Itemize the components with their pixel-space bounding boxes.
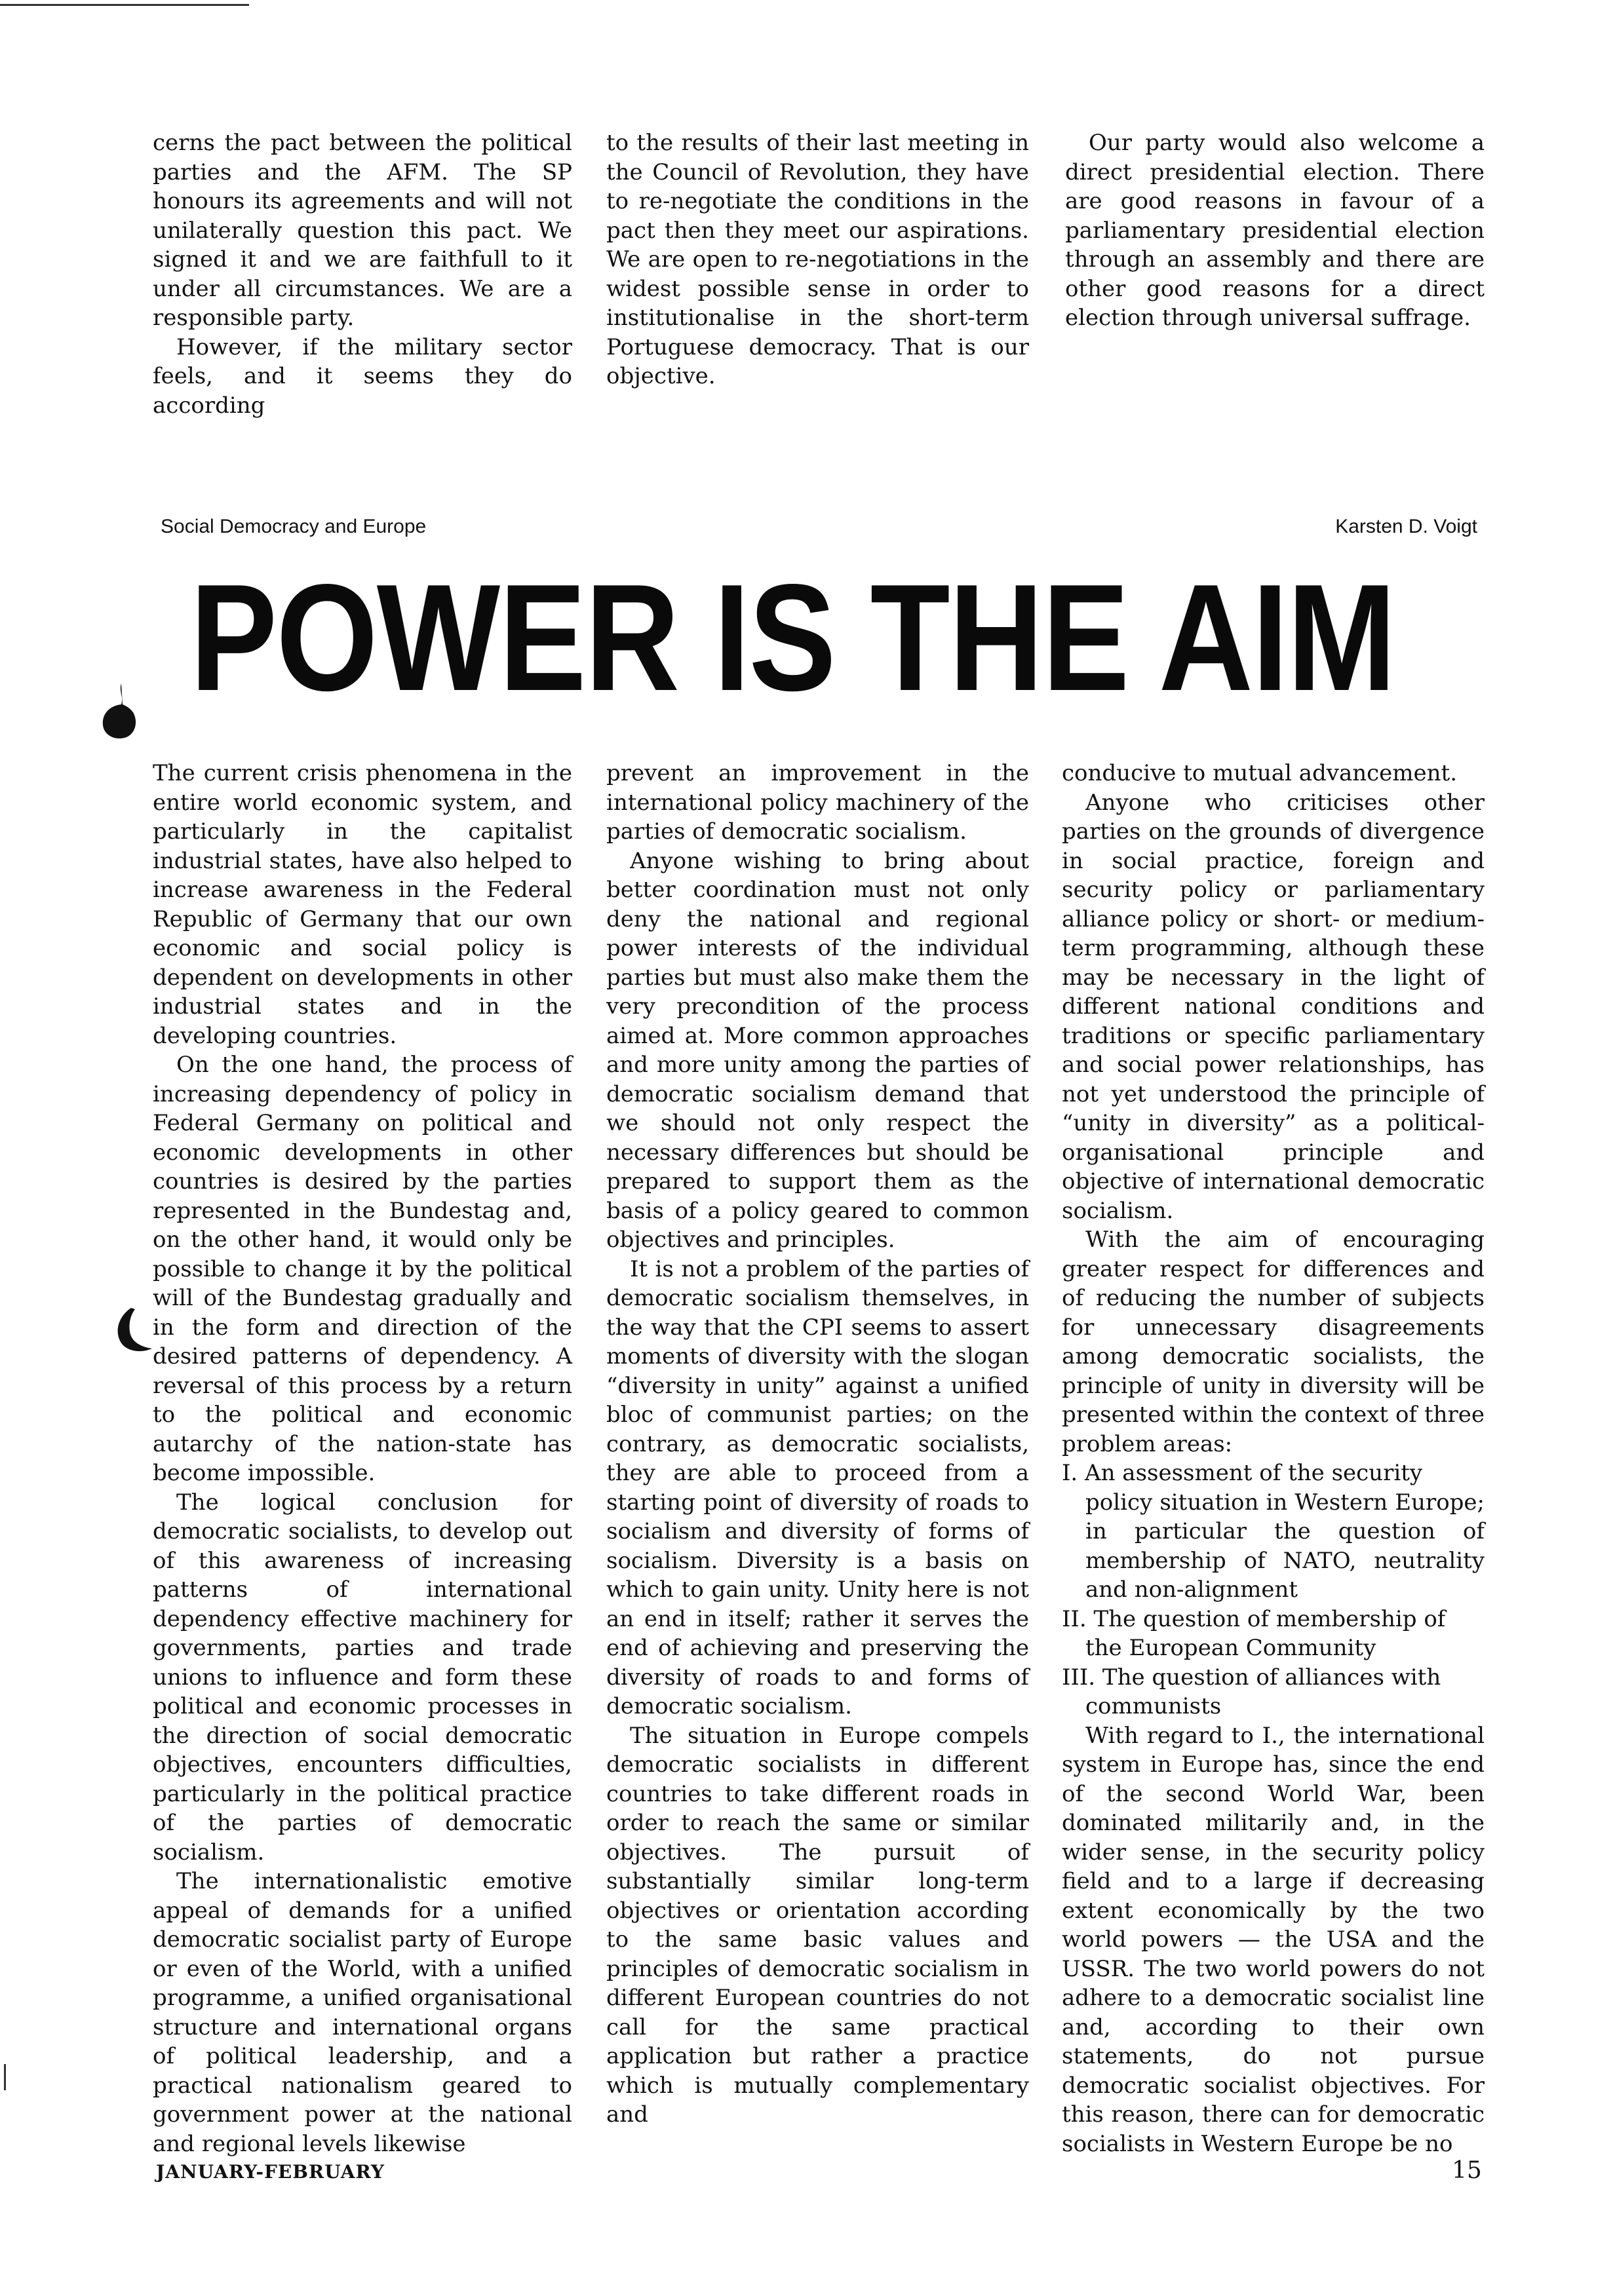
paragraph: Our party would also welcome a direct presidential election. There are good reasons in favour of a parliamentary presidential election through an assembly and there are other good reasons for a direct election through universal suffrage. <box>1065 130 1485 331</box>
scan-edge-tick <box>4 2064 6 2090</box>
top-column-1 <box>153 128 572 420</box>
paragraph: Anyone who criticises other parties on the grounds of divergence in social practice, foreign and security policy or parliamentary alliance policy or short- or medium-term programming, although these may be necessary in the light of different national conditions and traditions or specific parliamentary and social power relationships, has not yet understood the principle of “unity in diversity” as a political-organisational principle and objective of international democratic socialism. <box>1062 789 1485 1224</box>
article-column-1 <box>153 759 572 2158</box>
punch-hole-mark-top <box>95 678 141 744</box>
paragraph: The situation in Europe compels democratic socialists in different countries to take different roads in order to reach the same or similar objectives. The pursuit of substantially similar long-term objectives or orientation according to the same basic values and principles of democratic socialism in different European countries do not call for the same practical application but rather a practice which is mutually complementary and <box>606 1722 1029 2128</box>
paragraph: On the one hand, the process of increasing dependency of policy in Federal Germany on political and economic developments in other countries is desired by the parties represented in the Bundestag and, on the other hand, it would only be possible to change it by the political will of the Bundestag gradually and in the form and direction of the desired patterns of dependency. A reversal of this process by a return to the political and economic autarchy of the nation-state has become impossible. <box>153 1052 572 1486</box>
punch-hole-mark-bottom <box>111 1304 157 1356</box>
paragraph: With regard to I., the international system in Europe has, since the end of the second World War, been dominated militarily and, in the wider sense, in the security policy field and to a large if decreasing extent economically by the two world powers — the USA and the USSR. The two world powers do not adhere to a democratic socialist line and, according to their own statements, do not pursue democratic socialist objectives. For this reason, there can for democratic socialists in Western Europe be no <box>1062 1722 1485 2157</box>
top-column-3 <box>1065 128 1485 333</box>
paragraph: II. The question of membership of <box>1062 1605 1446 1632</box>
scan-edge-line <box>0 4 249 6</box>
paragraph: conducive to mutual advancement. <box>1062 760 1458 786</box>
paragraph: It is not a problem of the parties of democratic socialism themselves, in the way that the CPI seems to assert moments of diversity with the slogan “diversity in unity” against a unified bloc of communist parties; on the contrary, as democratic socialists, they are able to proceed from a starting point of diversity of roads to socialism and diversity of forms of socialism. Diversity is a basis on which to gain unity. Unity here is not an end in itself; rather it serves the end of achieving and preserving the diversity of roads to and forms of democratic socialism. <box>606 1255 1029 1719</box>
paragraph: With the aim of encouraging greater respect for differences and of reducing the number of subjects for unnecessary disagreements among democratic socialists, the principle of unity in diversity will be presented within the context of three problem areas: <box>1062 1227 1485 1457</box>
article-column-3 <box>1062 759 1485 2158</box>
paragraph: Anyone wishing to bring about better coordination must not only deny the national and regional power interests of the individual parties but must also make them the very precondition of the process aimed at. More common approaches and more unity among the parties of democratic socialism demand that we should not only respect the necessary differences but should be prepared to support them as the basis of a policy geared to common objectives and principles. <box>606 847 1029 1253</box>
paragraph: I. An assessment of the security <box>1062 1460 1423 1486</box>
issue-label: JANUARY-FEBRUARY <box>156 2161 385 2183</box>
top-column-2 <box>606 128 1029 391</box>
paragraph: to the results of their last meeting in the Council of Revolution, they have to re-negotiate the conditions in the pact then they meet our aspirations. We are open to re-negotiations in the widest possible sense in order to institutionalise in the short-term Portuguese democracy. That is our objective. <box>606 130 1029 389</box>
paragraph: prevent an improvement in the international policy machinery of the parties of democratic socialism. <box>606 760 1029 845</box>
paragraph: communists <box>1085 1693 1222 1719</box>
paragraph: III. The question of alliances with <box>1062 1664 1441 1691</box>
paragraph: The logical conclusion for democratic socialists, to develop out of this awareness of increasing patterns of international dependency effective machinery for governments, parties and trade unions to influence and form these political and economic processes in the direction of social democratic objectives, encounters difficulties, particularly in the political practice of the parties of democratic socialism. <box>153 1489 572 1866</box>
author-byline: Karsten D. Voigt <box>1335 516 1477 537</box>
paragraph: However, if the military sector feels, and it seems they do according <box>153 334 572 419</box>
paragraph: the European Community <box>1085 1635 1376 1661</box>
paragraph: The internationalistic emotive appeal of demands for a unified democratic socialist party of Europe or even of the World, with a unified programme, a unified organisational structure and international organs of political leadership, and a practical nationalism geared to government power at the national and regional levels likewise <box>153 1868 572 2157</box>
page-number: 15 <box>1452 2157 1482 2184</box>
article-column-2 <box>606 759 1029 2130</box>
paragraph: policy situation in Western Europe; in particular the question of membership of NATO, neutrality and non-alignment <box>1085 1489 1485 1603</box>
paragraph: cerns the pact between the political parties and the AFM. The SP honours its agreements and will not unilaterally question this pact. We signed it and we are faithfull to it under all circumstances. We are a responsible party. <box>153 130 572 331</box>
paragraph: The current crisis phenomena in the entire world economic system, and particularly in the capitalist industrial states, have also helped to increase awareness in the Federal Republic of Germany that our own economic and social policy is dependent on developments in other industrial states and in the developing countries. <box>153 760 572 1049</box>
section-kicker: Social Democracy and Europe <box>161 516 427 537</box>
headline: POWER IS THE AIM <box>190 553 1395 723</box>
